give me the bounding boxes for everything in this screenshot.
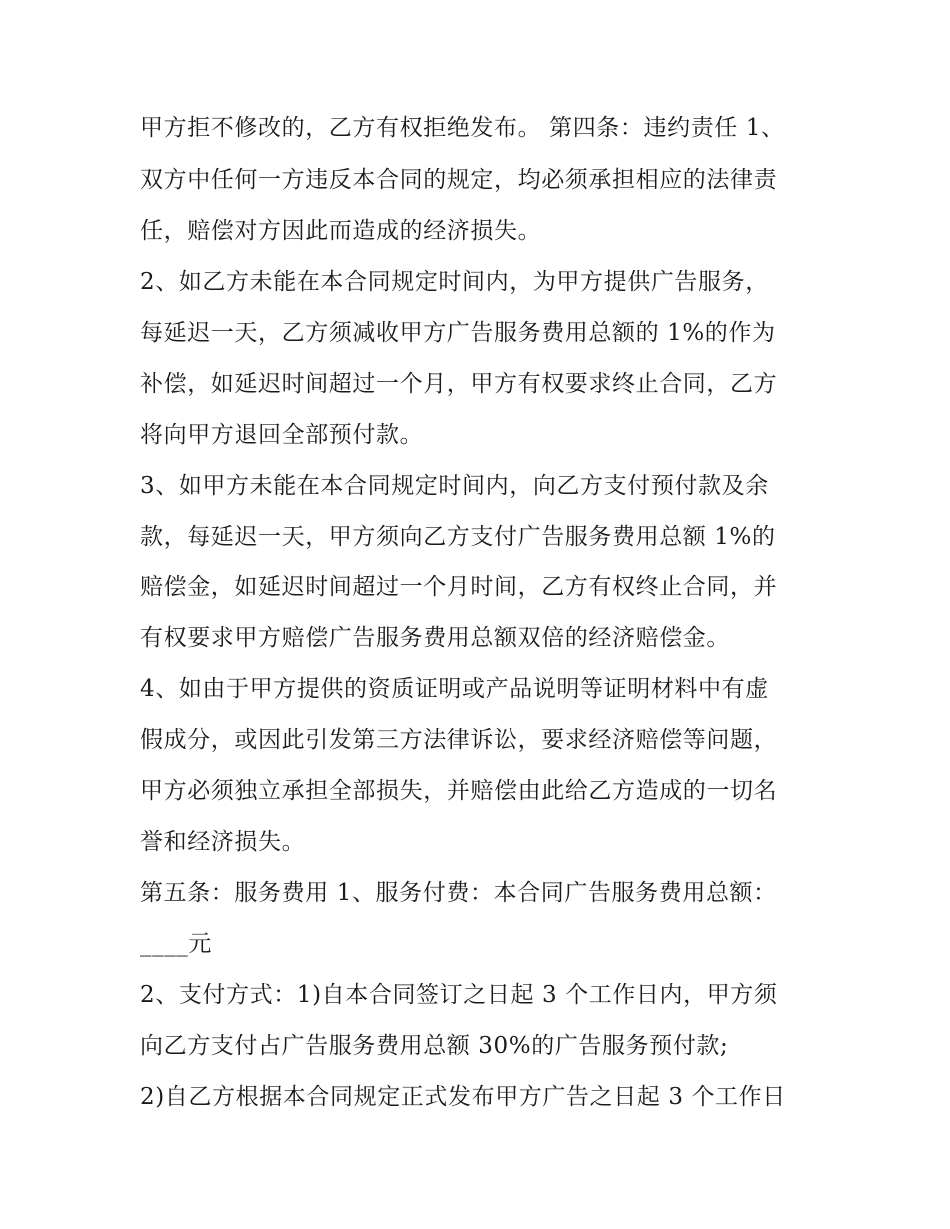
text-line: 2、如乙方未能在本合同规定时间内，为甲方提供广告服务， — [140, 269, 769, 295]
text-line: 2)自乙方根据本合同规定正式发布甲方广告之日起 3 个工作日 — [140, 1084, 786, 1110]
text-line: 甲方拒不修改的，乙方有权拒绝发布。 第四条：违约责任 1、 — [140, 115, 785, 141]
text-line: 假成分，或因此引发第三方法律诉讼，要求经济赔偿等问题， — [140, 727, 778, 753]
text-line: 双方中任何一方违反本合同的规定，均必须承担相应的法律责 — [140, 167, 778, 193]
text-line: 款，每延迟一天，甲方须向乙方支付广告服务费用总额 1%的 — [140, 524, 776, 550]
text-line: 将向甲方退回全部预付款。 — [140, 422, 424, 448]
text-line: ____元 — [140, 931, 212, 957]
text-line: 第五条：服务费用 1、服务付费：本合同广告服务费用总额： — [140, 880, 777, 906]
text-line: 有权要求甲方赔偿广告服务费用总额双倍的经济赔偿金。 — [140, 625, 730, 651]
text-line: 补偿，如延迟时间超过一个月，甲方有权要求终止合同，乙方 — [140, 371, 778, 397]
text-line: 向乙方支付占广告服务费用总额 30%的广告服务预付款; — [140, 1033, 729, 1059]
text-line: 任，赔偿对方因此而造成的经济损失。 — [140, 218, 542, 244]
text-line: 4、如由于甲方提供的资质证明或产品说明等证明材料中有虚 — [140, 676, 769, 702]
text-line: 甲方必须独立承担全部损失，并赔偿由此给乙方造成的一切名 — [140, 778, 778, 804]
text-line: 每延迟一天，乙方须减收甲方广告服务费用总额的 1%的作为 — [140, 320, 776, 346]
text-line: 誉和经济损失。 — [140, 829, 306, 855]
text-line: 赔偿金，如延迟时间超过一个月时间，乙方有权终止合同，并 — [140, 574, 778, 600]
text-line: 3、如甲方未能在本合同规定时间内，向乙方支付预付款及余 — [140, 473, 769, 499]
text-line: 2、支付方式：1)自本合同签订之日起 3 个工作日内，甲方须 — [140, 982, 778, 1008]
